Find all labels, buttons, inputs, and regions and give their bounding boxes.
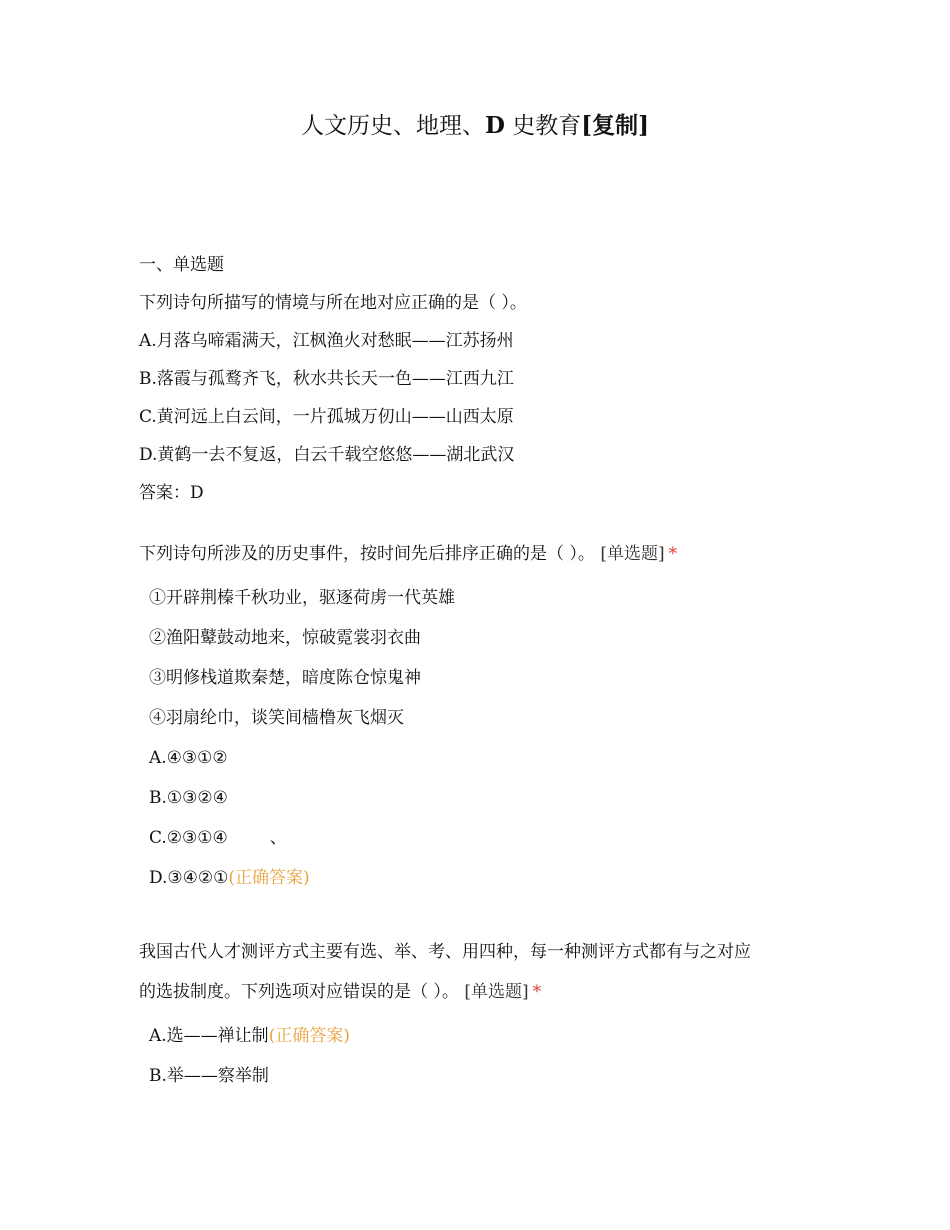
- question-3-stem-line-1: 我国古代人才测评方式主要有选、举、考、用四种，每一种测评方式都有与之对应: [139, 942, 751, 962]
- title-bold-letter: D: [484, 112, 505, 139]
- question-1-option-b: B.落霞与孤鹜齐飞，秋水共长天一色——江西九江: [139, 369, 514, 389]
- question-2-option-c: C.②③①④: [149, 828, 228, 848]
- question-2-correct-label: (正确答案): [228, 868, 310, 888]
- document-content: [139, 246, 829, 1096]
- question-3-option-a-line: [139, 1016, 829, 1056]
- title-part-1: 人文历史、地理、: [300, 113, 485, 139]
- question-3-option-b: B.举——察举制: [149, 1066, 269, 1086]
- question-1-option-d: D.黄鹤一去不复返，白云千载空悠悠——湖北武汉: [139, 445, 515, 465]
- question-2-stem-line: [139, 534, 829, 574]
- question-2-option-c-line: [139, 818, 829, 858]
- question-2-option-b: B.①③②④: [149, 788, 228, 808]
- title-part-2: 史教育: [504, 113, 582, 139]
- question-3: [139, 932, 829, 1096]
- question-2-stem: 下列诗句所涉及的历史事件，按时间先后排序正确的是（ ）。: [139, 544, 595, 564]
- question-2-type-tag: [单选题]: [600, 544, 665, 564]
- question-2-required-mark: *: [668, 544, 678, 564]
- question-2: [139, 534, 829, 898]
- question-2-option-a: A.④③①②: [149, 748, 228, 768]
- question-2-item-1: ①开辟荆榛千秋功业，驱逐荷虏一代英雄: [149, 588, 455, 608]
- question-3-option-a: A.选——禅让制: [149, 1026, 269, 1046]
- question-1-answer: 答案：D: [139, 483, 204, 503]
- question-3-type-tag: [单选题]: [464, 982, 529, 1002]
- question-3-correct-label: (正确答案): [268, 1026, 350, 1046]
- document-title: [0, 108, 950, 144]
- question-2-item-3: ③明修栈道欺秦楚，暗度陈仓惊鬼神: [149, 668, 421, 688]
- question-2-item-4: ④羽扇纶巾，谈笑间樯橹灰飞烟灭: [149, 708, 404, 728]
- question-1-option-a: A.月落乌啼霜满天，江枫渔火对愁眠——江苏扬州: [139, 331, 514, 351]
- question-3-required-mark: *: [532, 982, 542, 1002]
- question-2-stray-mark: 、: [269, 828, 287, 848]
- question-2-option-d-line: [139, 858, 829, 898]
- question-1-option-c: C.黄河远上白云间，一片孤城万仞山——山西太原: [139, 407, 514, 427]
- question-1-stem: 下列诗句所描写的情境与所在地对应正确的是（ ）。: [139, 293, 527, 313]
- title-copy-bracket: [复制]: [581, 112, 650, 139]
- section-heading: 一、单选题: [139, 255, 224, 275]
- question-3-stem-line-2: [139, 972, 829, 1012]
- question-1: [139, 246, 829, 512]
- question-3-stem-2: 的选拔制度。下列选项对应错误的是（ ）。: [139, 982, 459, 1002]
- question-2-option-d: D.③④②①: [149, 868, 229, 888]
- question-2-item-2: ②渔阳鼙鼓动地来，惊破霓裳羽衣曲: [149, 628, 421, 648]
